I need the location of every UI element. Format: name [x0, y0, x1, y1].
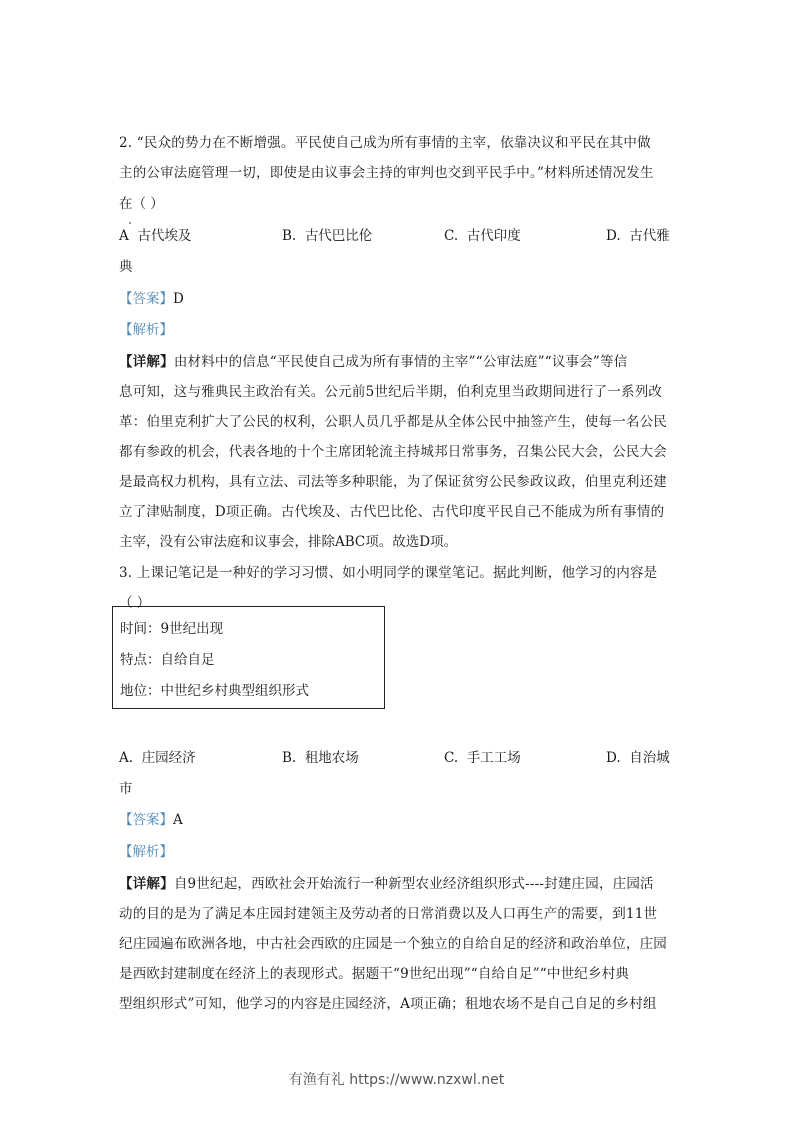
q2-option-d — [606, 226, 670, 246]
q3-detail-line-2: 动的目的是为了满足本庄园封建领主及劳动者的日常消费以及人口再生产的需要，到11世 — [119, 906, 658, 922]
option-text: 古代埃及 — [137, 228, 192, 244]
option-label: D. — [606, 750, 621, 766]
q2-option-wrap: 典 — [119, 259, 133, 275]
q3-stem-line-2: （ ） — [119, 595, 151, 611]
answer-tag: 【答案】 — [119, 291, 173, 307]
option-text: 手工工场 — [466, 750, 521, 766]
q3-detail-line-5: 型组织形式”可知，他学习的内容是庄园经济，A项正确；租地农场不是自己自足的乡村组 — [119, 996, 657, 1012]
q3-answer — [119, 810, 183, 830]
q2-detail-line-7: 主宰，没有公审法庭和议事会，排除ABC项。故选D项。 — [119, 534, 458, 550]
note-time: 时间：9世纪出现 — [120, 621, 224, 637]
q2-stem-line-3: 在（ ） — [119, 196, 164, 212]
q3-detail-line-1 — [119, 874, 674, 894]
q3-option-b — [282, 748, 359, 768]
q2-detail-line-1 — [119, 352, 674, 372]
option-label: A — [119, 228, 129, 244]
q3-option-d — [606, 748, 670, 768]
note-status: 地位：中世纪乡村典型组织形式 — [120, 683, 309, 699]
q3-detail-line-3: 纪庄园遍布欧洲各地，中古社会西欧的庄园是一个独立的自给自足的经济和政治单位，庄园 — [119, 936, 667, 952]
answer-value: A — [173, 812, 183, 828]
q2-option-c — [444, 226, 521, 246]
option-text: 自治城 — [629, 750, 670, 766]
q2-stem-line-2: 主的公审法庭管理一切，即使是由议事会主持的审判也交到平民手中。”材料所述情况发生 — [119, 165, 654, 181]
footer-watermark: 有渔有礼 https://www.nzxwl.net — [288, 1072, 505, 1088]
option-text: 租地农场 — [304, 750, 359, 766]
option-label: A. — [119, 750, 134, 766]
q3-stem-line-1: 3. 上课记笔记是一种好的学习习惯、如小明同学的课堂笔记。据此判断，他学习的内容是 — [119, 565, 658, 581]
option-label: C. — [444, 228, 459, 244]
detail-text: 自9世纪起，西欧社会开始流行一种新型农业经济组织形式----封建庄园，庄园活 — [173, 876, 654, 892]
option-text: 古代巴比伦 — [304, 228, 373, 244]
q3-option-c — [444, 748, 521, 768]
q2-detail-line-3: 革：伯里克利扩大了公民的权利，公职人员几乎都是从全体公民中抽签产生，使每一名公民 — [119, 414, 667, 430]
option-label: B. — [282, 228, 297, 244]
q2-option-b — [282, 226, 372, 246]
q2-detail-line-5: 是最高权力机构，具有立法、司法等多种职能，为了保证贫穷公民参政议政，伯里克利还建 — [119, 474, 667, 490]
q3-analysis — [119, 842, 173, 862]
q2-answer — [119, 289, 184, 309]
q3-option-a — [119, 748, 196, 768]
detail-text: 由材料中的信息“平民使自己成为所有事情的主宰”“公审法庭”“议事会”等信 — [173, 354, 628, 370]
option-label: C. — [444, 750, 459, 766]
option-label: B. — [282, 750, 297, 766]
detail-tag: 【详解】 — [119, 876, 174, 892]
option-label: D. — [606, 228, 621, 244]
analysis-tag: 【解析】 — [119, 322, 173, 338]
answer-value: D — [173, 291, 184, 307]
q2-detail-line-4: 都有参政的机会，代表各地的十个主席团轮流主持城邦日常事务，召集公民大会，公民大会 — [119, 444, 667, 460]
analysis-tag: 【解析】 — [119, 844, 173, 860]
q2-detail-line-2: 息可知，这与雅典民主政治有关。公元前5世纪后半期，伯利克里当政期间进行了一系列改 — [119, 384, 663, 400]
q3-detail-line-4: 是西欧封建制度在经济上的表现形式。据题干“9世纪出现”“自给自足”“中世纪乡村典 — [119, 966, 630, 982]
option-text: 庄园经济 — [141, 750, 196, 766]
option-text: 古代雅 — [629, 228, 670, 244]
q2-analysis — [119, 320, 173, 340]
answer-tag: 【答案】 — [119, 812, 173, 828]
detail-tag: 【详解】 — [119, 354, 174, 370]
class-notes-box — [112, 606, 385, 709]
q2-stem-line-1: 2. “民众的势力在不断增强。平民使自己成为所有事情的主宰，依靠决议和平民在其中做 — [119, 135, 651, 151]
option-text: 古代印度 — [466, 228, 521, 244]
q3-option-wrap: 市 — [119, 781, 133, 797]
note-feature: 特点：自给自足 — [120, 652, 215, 668]
q2-option-a — [119, 226, 191, 246]
stray-dot — [129, 222, 131, 224]
q2-detail-line-6: 立了津贴制度，D项正确。古代埃及、古代巴比伦、古代印度平民自己不能成为所有事情的 — [119, 504, 665, 520]
